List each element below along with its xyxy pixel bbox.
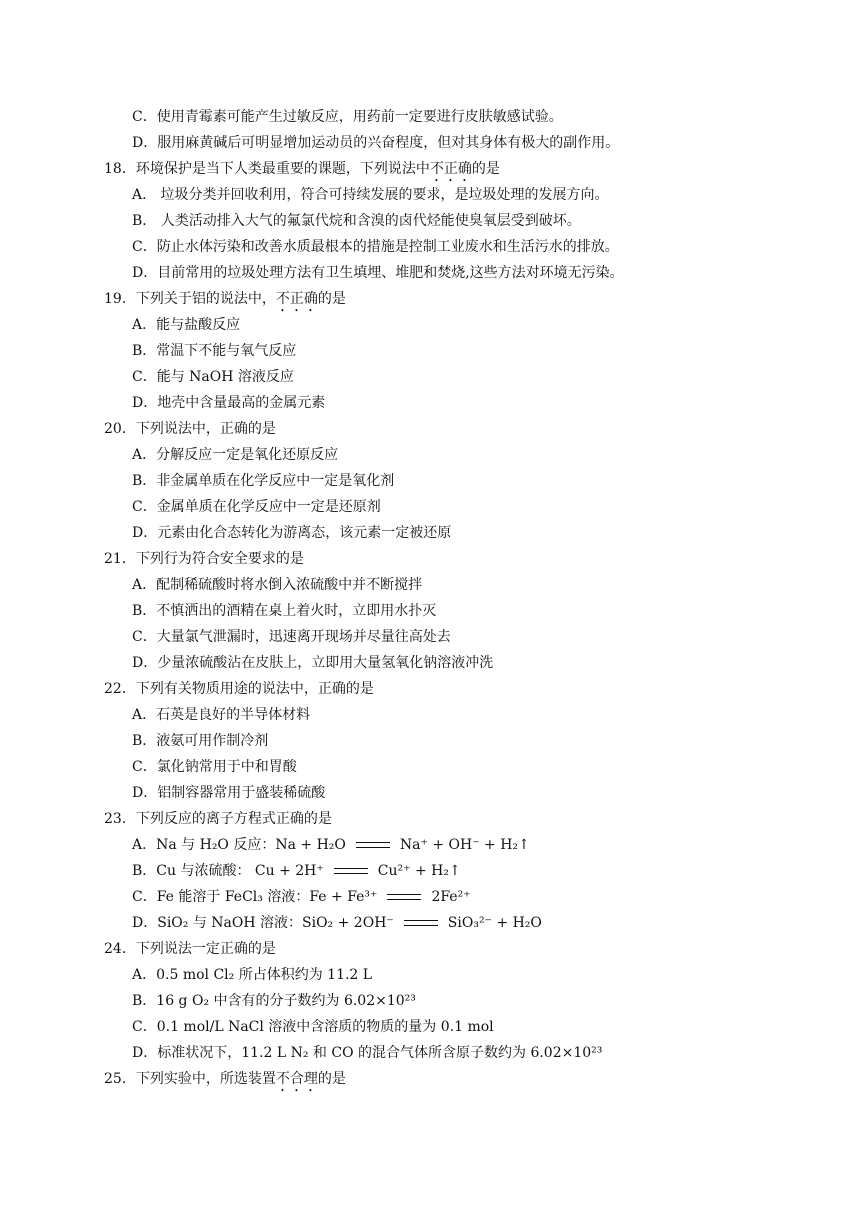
- q17-option-c: C．使用青霉素可能产生过敏反应，用药前一定要进行皮肤敏感试验。: [132, 109, 563, 125]
- q24-option-c: C．0.1 mol/L NaCl 溶液中含溶质的物质的量为 0.1 mol: [132, 1019, 494, 1035]
- q18-option-b: B． 人类活动排入大气的氟氯代烷和含溴的卤代烃能使臭氧层受到破坏。: [132, 213, 581, 229]
- q20-option-b: B．非金属单质在化学反应中一定是氧化剂: [132, 473, 395, 489]
- q19-option-b: B．常温下不能与氧气反应: [132, 343, 297, 359]
- q22-option-c: C．氯化钠常用于中和胃酸: [132, 759, 297, 775]
- equals-sign: [387, 894, 421, 900]
- q23-c-lhs: C．Fe 能溶于 FeCl₃ 溶液：Fe + Fe³⁺: [132, 889, 378, 905]
- q18-stem-emphasis: 不正确: [429, 161, 472, 177]
- q18-option-a: A． 垃圾分类并回收利用，符合可持续发展的要求，是垃圾处理的发展方向。: [132, 187, 609, 203]
- q23-option-a: [132, 836, 530, 854]
- q21-stem: 21．下列行为符合安全要求的是: [104, 551, 304, 567]
- q23-option-b: [132, 862, 461, 880]
- q24-stem: 24．下列说法一定正确的是: [104, 941, 276, 957]
- q21-option-c: C．大量氯气泄漏时，迅速离开现场并尽量往高处去: [132, 629, 451, 645]
- q21-option-d: D．少量浓硫酸沾在皮肤上，立即用大量氢氧化钠溶液冲洗: [132, 655, 494, 671]
- q24-option-a: A．0.5 mol Cl₂ 所占体积约为 11.2 L: [132, 967, 373, 983]
- equals-sign: [334, 868, 368, 874]
- q23-stem: 23．下列反应的离子方程式正确的是: [104, 811, 332, 827]
- q23-b-rhs: Cu²⁺ + H₂↑: [377, 863, 461, 879]
- q23-a-lhs: A．Na 与 H₂O 反应：Na + H₂O: [132, 837, 346, 853]
- q19-option-c: C．能与 NaOH 溶液反应: [132, 369, 294, 385]
- q20-option-c: C．金属单质在化学反应中一定是还原剂: [132, 499, 381, 515]
- q21-option-b: B．不慎洒出的酒精在桌上着火时，立即用水扑灭: [132, 603, 437, 619]
- q25-stem-emphasis: 不合理: [275, 1071, 318, 1087]
- q19-stem-post: 的是: [317, 291, 346, 307]
- q23-option-d: [132, 914, 542, 932]
- q22-stem: 22．下列有关物质用途的说法中，正确的是: [104, 681, 374, 697]
- q25-stem-pre: 25．下列实验中，所选装置: [104, 1071, 276, 1087]
- q18-option-c: C．防止水体污染和改善水质最根本的措施是控制工业废水和生活污水的排放。: [132, 239, 619, 255]
- q19-stem: [104, 290, 346, 315]
- q18-stem-pre: 18．环境保护是当下人类最重要的课题，下列说法中: [104, 161, 430, 177]
- q19-option-d: D．地壳中含量最高的金属元素: [132, 395, 326, 411]
- q24-option-b: B．16 g O₂ 中含有的分子数约为 6.02×10²³: [132, 993, 416, 1009]
- equals-sign: [356, 842, 390, 848]
- q18-option-d: D．目前常用的垃圾处理方法有卫生填埋、堆肥和焚烧,这些方法对环境无污染。: [132, 265, 624, 281]
- q23-b-lhs: B．Cu 与浓硫酸： Cu + 2H⁺: [132, 863, 324, 879]
- q19-stem-pre: 19．下列关于铝的说法中，: [104, 291, 276, 307]
- q22-option-b: B．液氨可用作制冷剂: [132, 733, 269, 749]
- q17-option-d: D．服用麻黄碱后可明显增加运动员的兴奋程度，但对其身体有极大的副作用。: [132, 135, 620, 151]
- q23-option-c: [132, 888, 471, 906]
- q18-stem: [104, 160, 500, 185]
- q22-option-d: D．铝制容器常用于盛装稀硫酸: [132, 785, 326, 801]
- q23-d-lhs: D．SiO₂ 与 NaOH 溶液：SiO₂ + 2OH⁻: [132, 915, 394, 931]
- q21-option-a: A．配制稀硫酸时将水倒入浓硫酸中并不断搅拌: [132, 577, 423, 593]
- q24-option-d: D．标准状况下，11.2 L N₂ 和 CO 的混合气体所含原子数约为 6.02×10²³: [132, 1045, 603, 1061]
- q23-a-rhs: Na⁺ + OH⁻ + H₂↑: [399, 837, 530, 853]
- equals-sign: [404, 920, 438, 926]
- q23-d-rhs: SiO₃²⁻ + H₂O: [447, 915, 542, 931]
- q20-option-d: D．元素由化合态转化为游离态，该元素一定被还原: [132, 525, 452, 541]
- q23-c-rhs: 2Fe²⁺: [431, 889, 471, 905]
- q25-stem: [104, 1070, 346, 1095]
- q20-option-a: A．分解反应一定是氧化还原反应: [132, 447, 339, 463]
- q20-stem: 20．下列说法中，正确的是: [104, 421, 276, 437]
- q19-option-a: A．能与盐酸反应: [132, 317, 241, 333]
- q19-stem-emphasis: 不正确: [275, 291, 318, 307]
- q18-stem-post: 的是: [471, 161, 500, 177]
- q22-option-a: A．石英是良好的半导体材料: [132, 707, 311, 723]
- q25-stem-post: 的是: [317, 1071, 346, 1087]
